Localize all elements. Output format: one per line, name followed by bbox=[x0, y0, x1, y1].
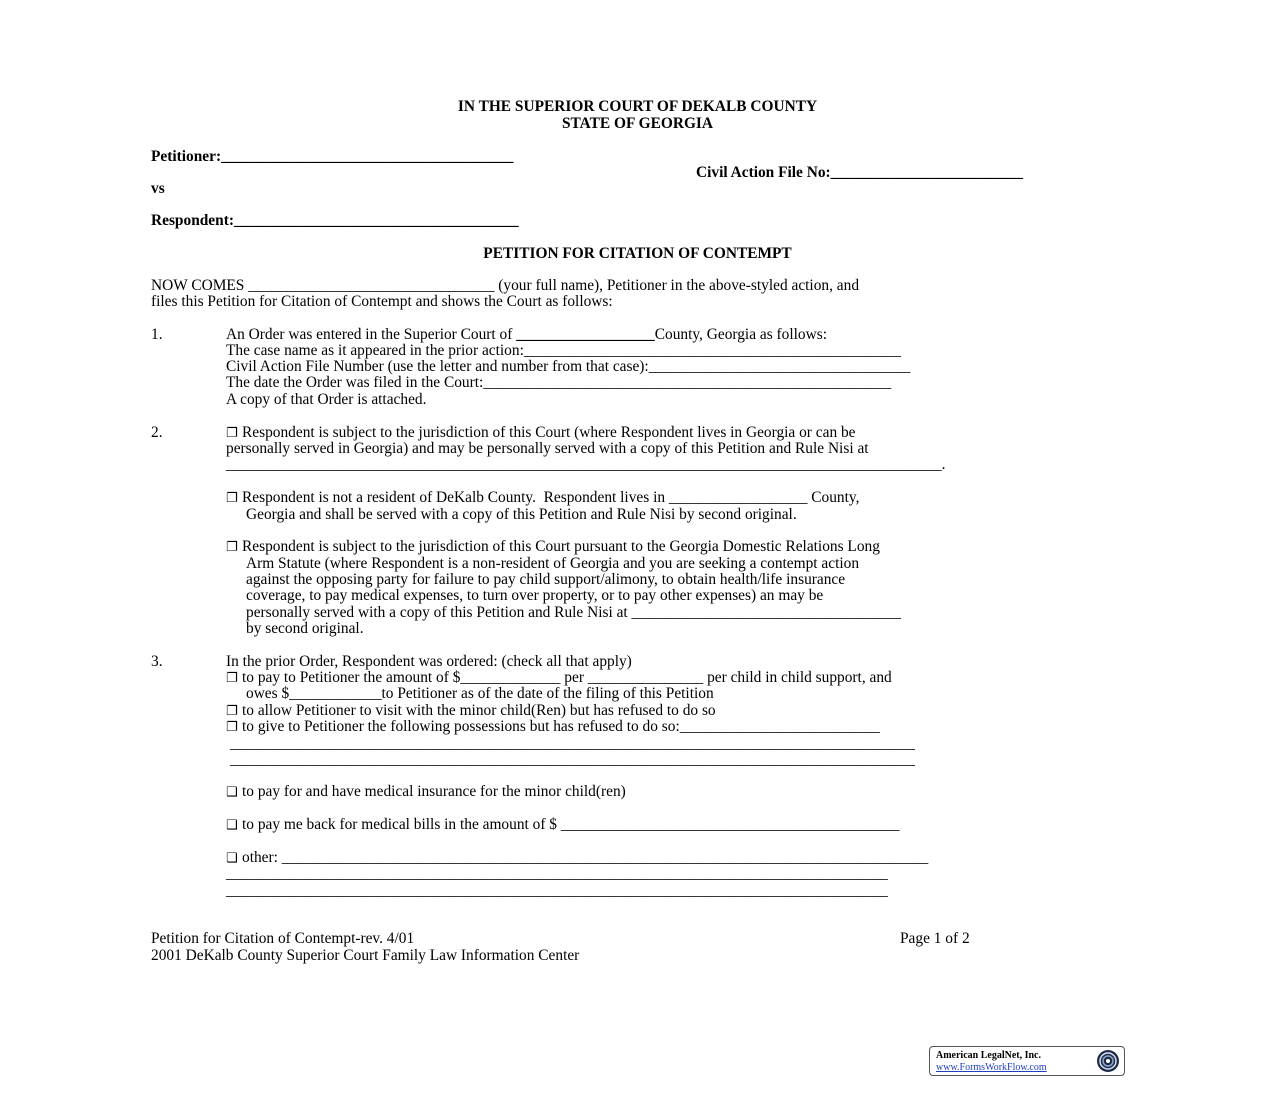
order-attached-note: A copy of that Order is attached. bbox=[226, 391, 427, 408]
other-field[interactable]: other: ____________________________________________________________________________________ bbox=[242, 849, 929, 866]
civil-action-file-field[interactable]: Civil Action File No:_________________________ bbox=[696, 164, 1024, 181]
jurisdiction-option-3-line-3: against the opposing party for failure to pay child support/alimony, to obtain health/life insurance bbox=[246, 571, 846, 588]
prior-case-name-field[interactable]: The case name as it appeared in the prior action:_________________________________________________ bbox=[226, 342, 901, 359]
checkbox-icon[interactable]: ❐ bbox=[226, 491, 238, 506]
service-address-field[interactable]: _____________________________________________________________________________________________. bbox=[226, 456, 946, 473]
medical-insurance-item bbox=[226, 784, 626, 802]
long-arm-service-address-field[interactable]: personally served with a copy of this Petition and Rule Nisi at ___________________________________ bbox=[246, 604, 901, 621]
checkbox-icon[interactable]: ❐ bbox=[226, 540, 238, 555]
jurisdiction-option-3-line-4: coverage, to pay medical expenses, to turn over property, or to pay other expenses) an may be bbox=[246, 587, 824, 604]
prior-court-county-field[interactable]: __________________ bbox=[516, 326, 655, 343]
checkbox-icon[interactable]: ❐ bbox=[226, 671, 238, 686]
checkbox-icon[interactable]: ❑ bbox=[226, 851, 238, 866]
document-title: PETITION FOR CITATION OF CONTEMPT bbox=[483, 245, 792, 262]
american-legalnet-logo[interactable] bbox=[929, 1046, 1125, 1076]
logo-company-name: American LegalNet, Inc. bbox=[936, 1050, 1041, 1061]
checkbox-icon[interactable]: ❑ bbox=[226, 785, 238, 800]
jurisdiction-option-3 bbox=[226, 539, 880, 557]
intro-line-2: files this Petition for Citation of Contempt and shows the Court as follows: bbox=[151, 293, 613, 310]
prior-civil-action-number-field[interactable]: Civil Action File Number (use the letter and number from that case):__________________________________ bbox=[226, 358, 911, 375]
intro-line-1: NOW COMES ________________________________ (your full name), Petitioner in the above-styled action, and bbox=[151, 277, 860, 294]
jurisdiction-option-3-line-6: by second original. bbox=[246, 620, 364, 637]
section-3-number: 3. bbox=[151, 653, 163, 670]
jurisdiction-option-1-line-2: personally served in Georgia) and may be personally served with a copy of this Petition and Rule Nisi at bbox=[226, 440, 869, 457]
other-blank-line-1[interactable]: ______________________________________________________________________________________ bbox=[226, 865, 888, 882]
section-1-number: 1. bbox=[151, 326, 163, 343]
checkbox-icon[interactable]: ❐ bbox=[226, 704, 238, 719]
footer-org: 2001 DeKalb County Superior Court Family Law Information Center bbox=[151, 947, 580, 964]
medical-insurance-item-label: to pay for and have medical insurance for the minor child(ren) bbox=[242, 783, 626, 800]
section-3-heading: In the prior Order, Respondent was ordered: (check all that apply) bbox=[226, 653, 632, 670]
possessions-blank-line-1[interactable]: _________________________________________________________________________________________ bbox=[230, 735, 915, 752]
petitioner-field[interactable]: Petitioner:______________________________________ bbox=[151, 148, 514, 165]
section-1-line-1-pre: An Order was entered in the Superior Court of bbox=[226, 326, 517, 343]
possessions-item bbox=[226, 719, 880, 737]
logo-url-link[interactable]: www.FormsWorkFlow.com bbox=[936, 1062, 1047, 1073]
respondent-field[interactable]: Respondent:_____________________________________ bbox=[151, 212, 519, 229]
jurisdiction-option-2-line-1: Respondent is not a resident of DeKalb County. Respondent lives in __________________ County, bbox=[242, 489, 860, 506]
child-support-amount-field[interactable]: to pay to Petitioner the amount of $_____________ per _______________ per child in child support, and bbox=[242, 669, 892, 686]
court-state: STATE OF GEORGIA bbox=[561, 115, 714, 132]
section-1-line-1-post: County, Georgia as follows: bbox=[654, 326, 828, 343]
form-revision: Petition for Citation of Contempt-rev. 4/01 bbox=[151, 930, 415, 947]
jurisdiction-option-3-line-1: Respondent is subject to the jurisdiction of this Court pursuant to the Georgia Domestic Relations Long bbox=[242, 538, 880, 555]
section-2-number: 2. bbox=[151, 424, 163, 441]
order-filed-date-field[interactable]: The date the Order was filed in the Court:_____________________________________________________ bbox=[226, 374, 892, 391]
medical-bills-item bbox=[226, 817, 899, 835]
globe-swirl-icon bbox=[1096, 1049, 1120, 1073]
possessions-field[interactable]: to give to Petitioner the following possessions but has refused to do so:__________________________ bbox=[242, 718, 880, 735]
medical-bills-amount-field[interactable]: to pay me back for medical bills in the amount of $ ____________________________________________ bbox=[242, 816, 900, 833]
possessions-blank-line-2[interactable]: _________________________________________________________________________________________ bbox=[230, 751, 915, 768]
vs-label: vs bbox=[151, 180, 165, 197]
jurisdiction-option-2-line-2: Georgia and shall be served with a copy of this Petition and Rule Nisi by second original. bbox=[246, 506, 797, 523]
visitation-item-label: to allow Petitioner to visit with the minor child(Ren) but has refused to do so bbox=[242, 702, 716, 719]
checkbox-icon[interactable]: ❐ bbox=[226, 720, 238, 735]
page-number: Page 1 of 2 bbox=[900, 930, 970, 947]
checkbox-icon[interactable]: ❐ bbox=[226, 426, 238, 441]
court-name: IN THE SUPERIOR COURT OF DEKALB COUNTY bbox=[457, 98, 818, 115]
other-blank-line-2[interactable]: ______________________________________________________________________________________ bbox=[226, 882, 888, 899]
amount-owed-field[interactable]: owes $____________to Petitioner as of the date of the filing of this Petition bbox=[246, 685, 714, 702]
jurisdiction-option-1-line-1: Respondent is subject to the jurisdiction of this Court (where Respondent lives in Georgia or can be bbox=[242, 424, 856, 441]
checkbox-icon[interactable]: ❑ bbox=[226, 818, 238, 833]
jurisdiction-option-2 bbox=[226, 490, 859, 508]
jurisdiction-option-3-line-2: Arm Statute (where Respondent is a non-resident of Georgia and you are seeking a contempt action bbox=[246, 555, 860, 572]
